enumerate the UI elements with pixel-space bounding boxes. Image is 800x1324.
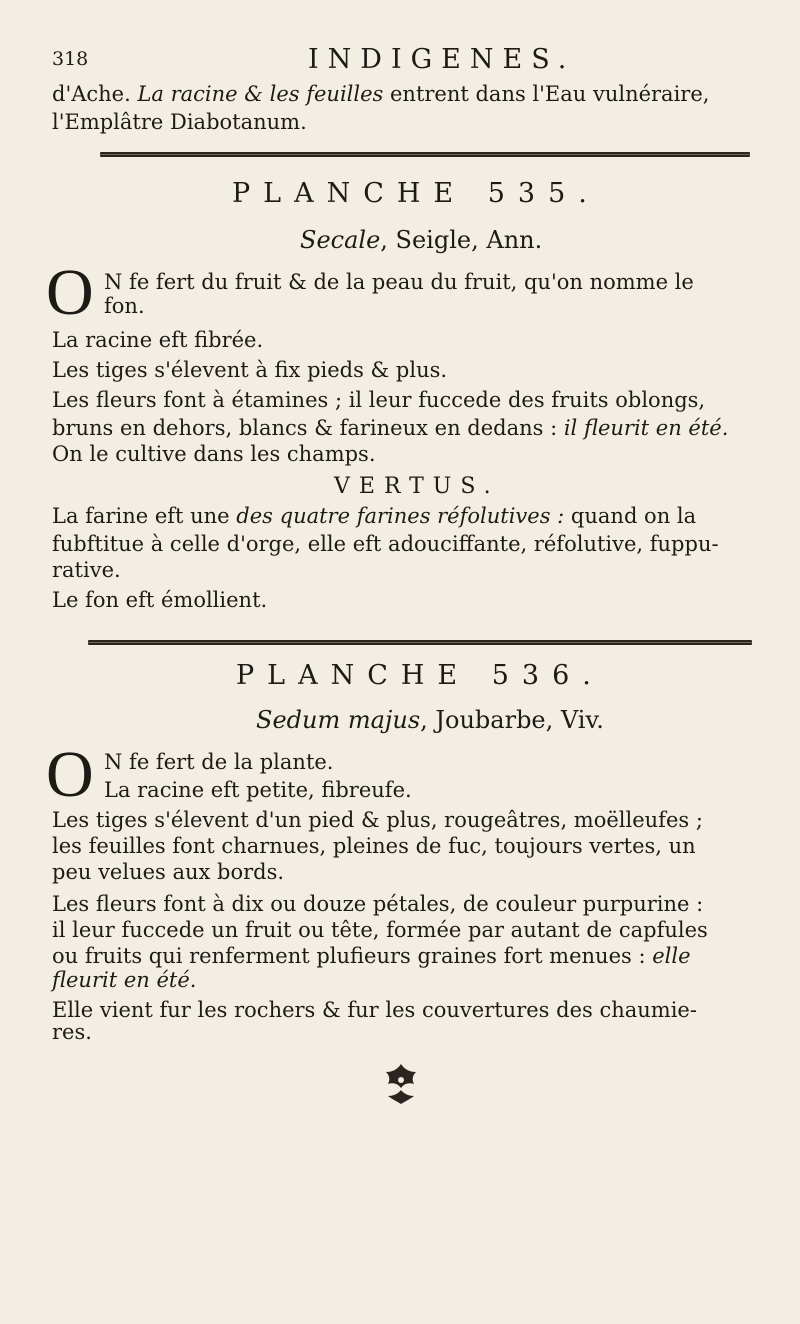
planche-536-line-3: Les tiges s'élevent d'un pied & plus, rougeâtres, moëlleufes ;: [52, 808, 703, 832]
planche-535-subtitle: Secale, Seigle, Ann.: [300, 226, 543, 254]
planche-536-line-11: res.: [52, 1020, 92, 1044]
planche-536-line-5: peu velues aux bords.: [52, 860, 285, 884]
fleuron-ornament-icon: [378, 1060, 424, 1106]
planche-536-line-4: les feuilles font charnues, pleines de fuc, toujours vertes, un: [52, 834, 696, 858]
planche-536-line-8: ou fruits qui renferment plufieurs graines fort menues : elle: [52, 944, 691, 968]
planche-535-line-9: fubftitue à celle d'orge, elle eft adouciffante, réfolutive, fuppu-: [52, 532, 719, 556]
planche-536-line-9: fleurit en été.: [52, 968, 197, 992]
planche-536-line-6: Les fleurs font à dix ou douze pétales, de couleur purpurine :: [52, 892, 704, 916]
planche-536-title: PLANCHE 536.: [236, 660, 604, 691]
intro-line-1: d'Ache. La racine & les feuilles entrent dans l'Eau vulnéraire,: [52, 82, 710, 106]
section-rule: [88, 640, 752, 645]
section-rule: [100, 152, 750, 157]
planche-535-line-4: Les tiges s'élevent à fix pieds & plus.: [52, 358, 448, 382]
planche-536-line-7: il leur fuccede un fruit ou tête, formée par autant de capfules: [52, 918, 708, 942]
planche-536-subtitle: Sedum majus, Joubarbe, Viv.: [256, 706, 604, 734]
planche-535-title: PLANCHE 535.: [232, 178, 600, 209]
planche-536-line-2: La racine eft petite, fibreufe.: [104, 778, 412, 802]
planche-535-line-8: La farine eft une des quatre farines réfolutives : quand on la: [52, 504, 697, 528]
intro-line-2: l'Emplâtre Diabotanum.: [52, 110, 307, 134]
planche-535-line-3: La racine eft fibrée.: [52, 328, 264, 352]
planche-535-line-10: rative.: [52, 558, 121, 582]
planche-535-line-5: Les fleurs font à étamines ; il leur fuccede des fruits oblongs,: [52, 388, 706, 412]
planche-536-dropcap: O: [46, 738, 94, 811]
page-number: 318: [52, 48, 89, 70]
planche-535-line-1: N fe fert du fruit & de la peau du fruit, qu'on nomme le: [104, 270, 694, 294]
planche-536-line-10: Elle vient fur les rochers & fur les couvertures des chaumie-: [52, 998, 697, 1022]
vertus-heading: VERTUS.: [334, 474, 500, 499]
running-title: INDIGENES.: [308, 44, 576, 75]
planche-535-line-2: fon.: [104, 294, 145, 318]
planche-535-dropcap: O: [46, 256, 94, 329]
planche-535-line-11: Le fon eft émollient.: [52, 588, 268, 612]
planche-536-line-1: N fe fert de la plante.: [104, 750, 334, 774]
planche-535-line-6: bruns en dehors, blancs & farineux en dedans : il fleurit en été.: [52, 416, 729, 440]
planche-535-line-7: On le cultive dans les champs.: [52, 442, 376, 466]
